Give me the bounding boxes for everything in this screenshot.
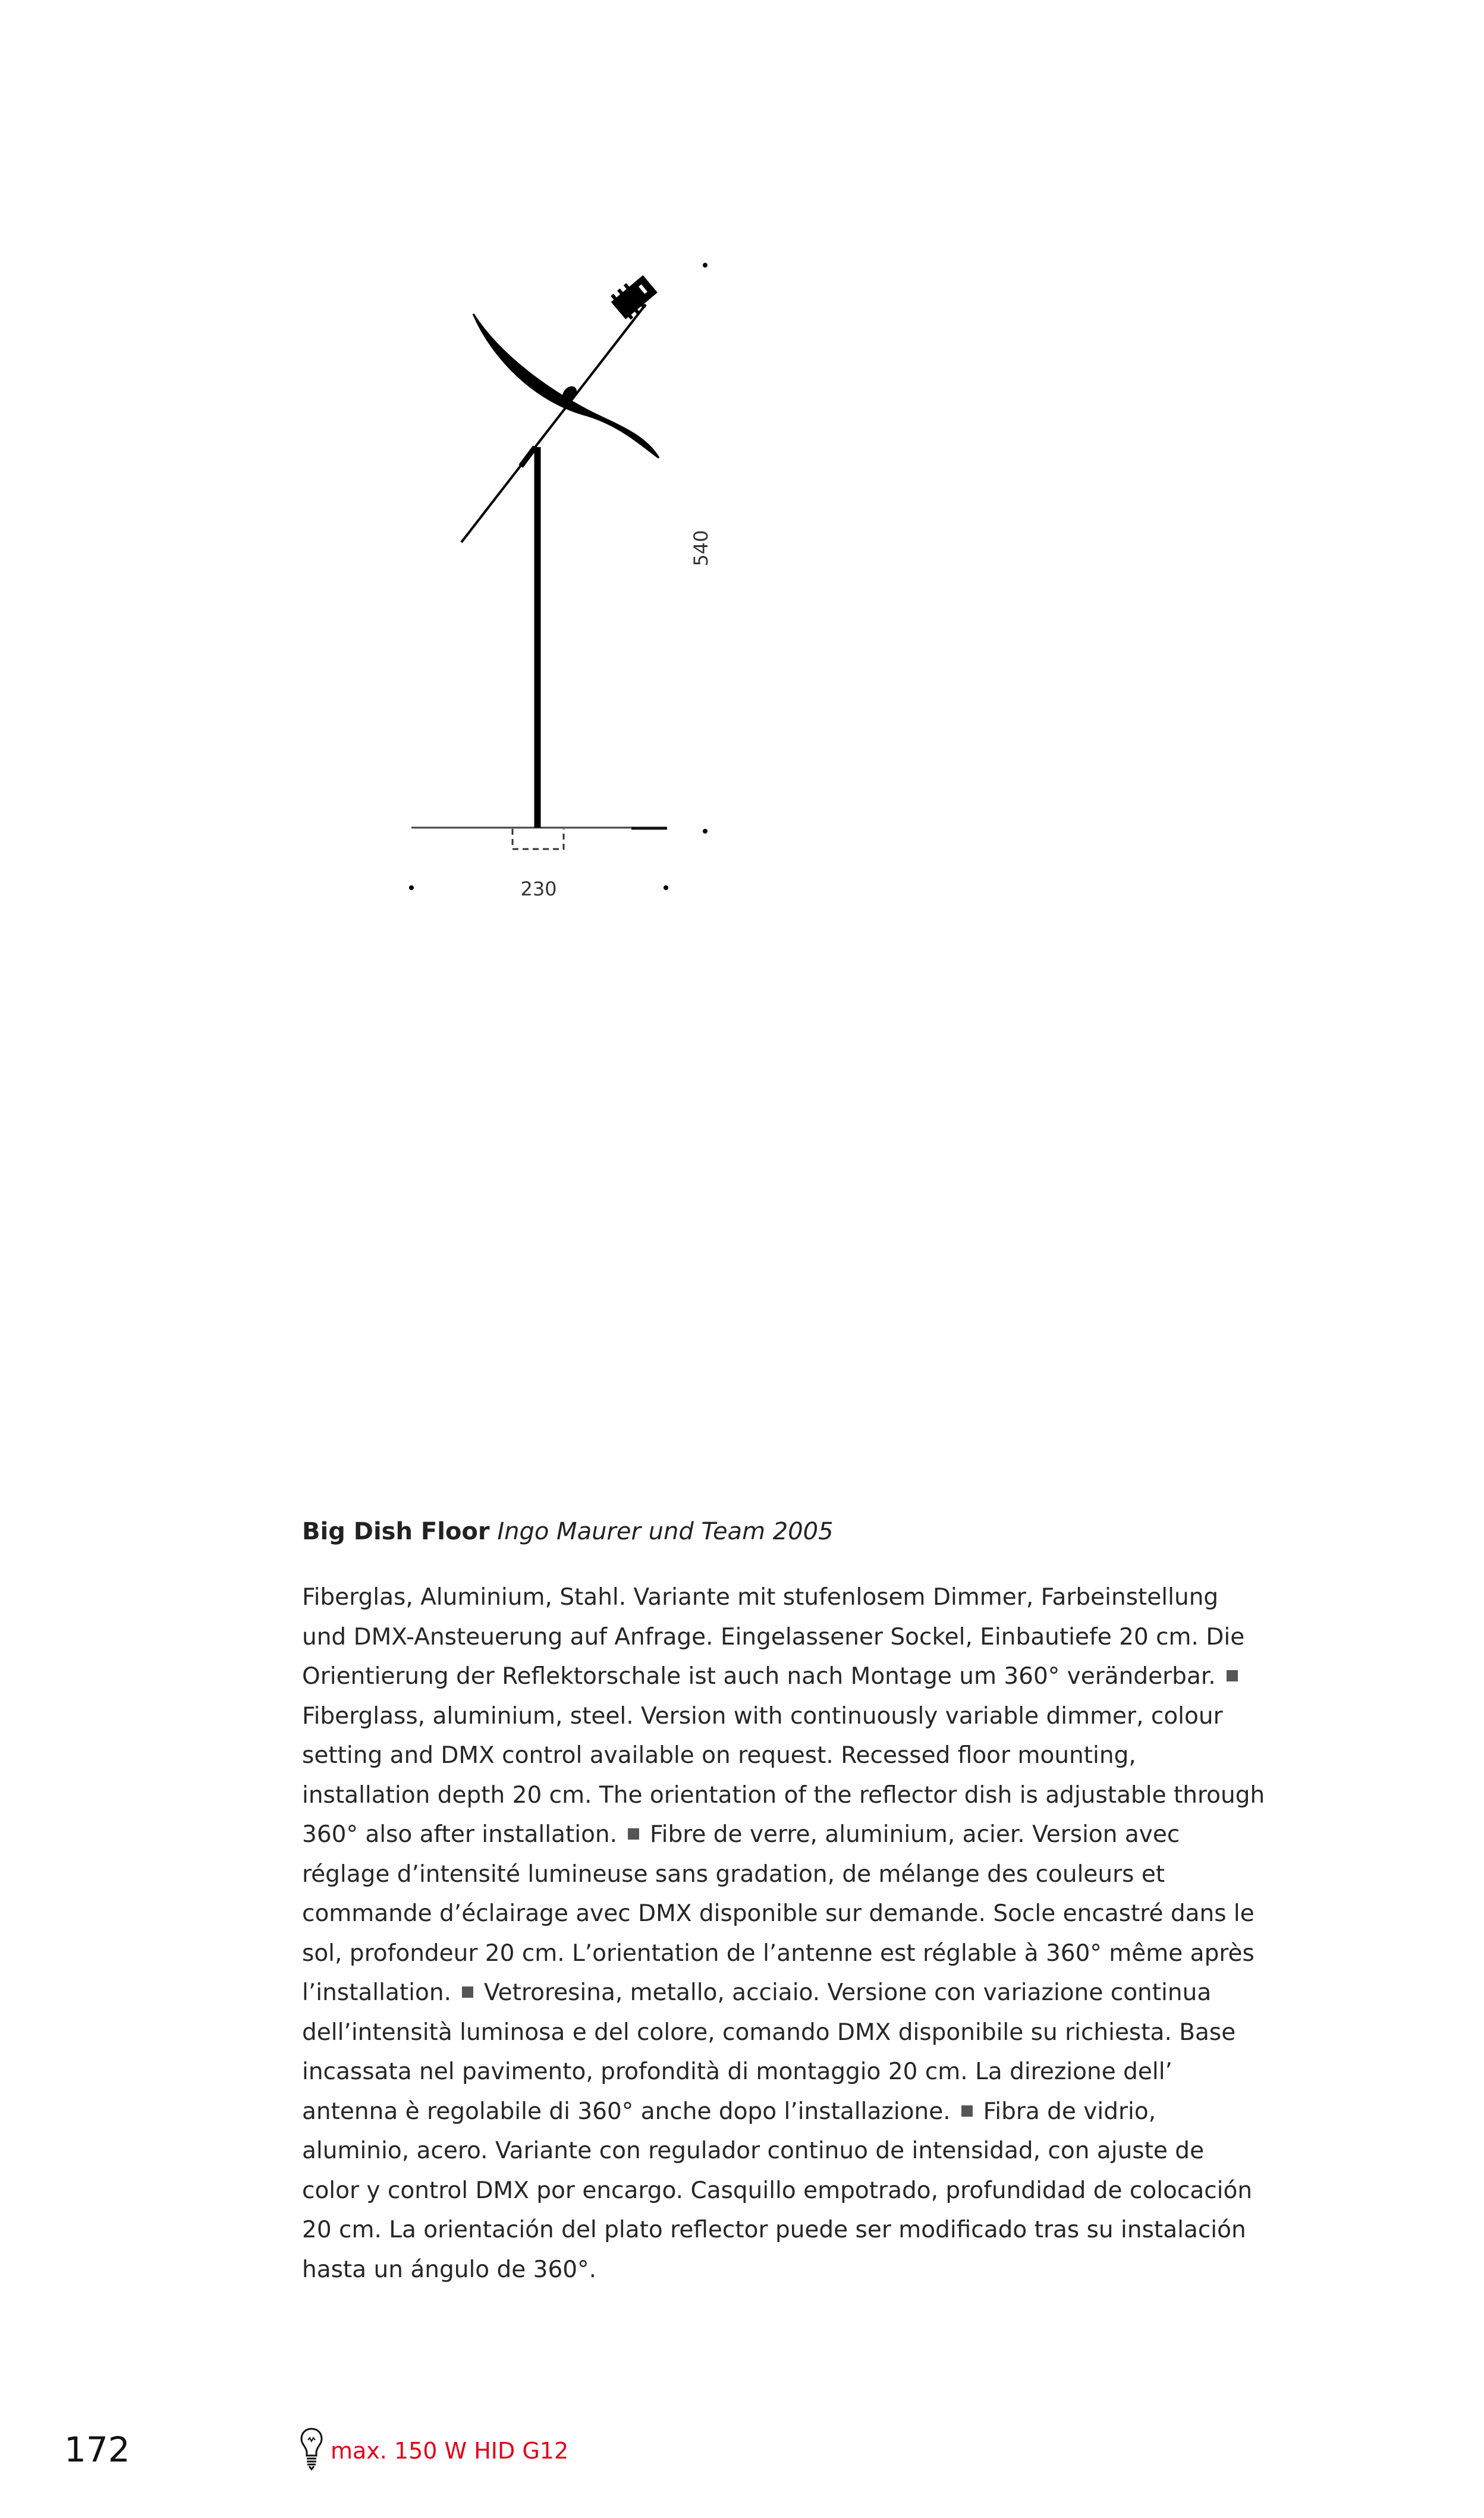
product-description <box>302 1578 1266 2290</box>
dim-dot-bottom <box>703 829 708 834</box>
separator-square-icon <box>1227 1670 1238 1681</box>
lamp-head <box>608 272 660 322</box>
description-spanish: Fibra de vidrio, aluminio, acero. Variante con regulador continuo de intensidad, con ajuste de color y control DMX por encargo. Casquillo empotrado, profundidad de colocación 20 cm. La orientación del plato reflector puede ser modificado tras su instalación hasta un ángulo de 360°. <box>302 2098 1253 2283</box>
description-german: Fiberglas, Aluminium, Stahl. Variante mit stufenlosem Dimmer, Farbeinstellung und DMX-Ansteuerung auf Anfrage. Eingelassener Sockel, Einbautiefe 20 cm. Die Orientierung der Reflektorschale ist auch nach Montage um 360° veränderbar. <box>302 1584 1245 1690</box>
product-heading <box>302 1515 1277 1548</box>
light-bulb-icon <box>300 2427 323 2471</box>
separator-square-icon <box>961 2105 973 2117</box>
separator-square-icon <box>628 1828 639 1840</box>
height-dimension-label: 540 <box>690 530 712 567</box>
page-number: 172 <box>64 2429 130 2470</box>
dim-dot-left <box>409 885 414 890</box>
lamp-specification: max. 150 W HID G12 <box>331 2438 569 2464</box>
recessed-socket <box>513 829 564 849</box>
dim-dot-right <box>664 885 668 890</box>
width-dimension-label: 230 <box>520 878 557 900</box>
reflector-dish <box>473 314 659 458</box>
description-italian: Vetroresina, metallo, acciaio. Versione con variazione continua dell’intensità luminosa e del colore, comando DMX disponibile su richiesta. Base incassata nel pavimento, profondità di montaggio 20 cm. La direzione dell’ antenna è regolabile di 360° anche dopo l’installazione. <box>302 1979 1236 2125</box>
product-name: Big Dish Floor <box>302 1518 490 1545</box>
product-designer: Ingo Maurer und Team 2005 <box>497 1518 834 1545</box>
description-french: Fibre de verre, aluminium, acier. Version avec réglage d’intensité lumineuse sans gradation, de mélange des couleurs et commande d’éclairage avec DMX disponible sur demande. Socle encastré dans le sol, profondeur 20 cm. L’orientation de l’antenne est réglable à 360° même après l’installation. <box>302 1821 1255 2006</box>
separator-square-icon <box>462 1986 473 1998</box>
dim-dot-top <box>703 263 708 268</box>
description-english: Fiberglass, aluminium, steel. Version with continuously variable dimmer, colour setting and DMX control available on request. Recessed floor mounting, installation depth 20 cm. The orientation of the reflector dish is adjustable through 360° also after installation. <box>302 1702 1265 1848</box>
